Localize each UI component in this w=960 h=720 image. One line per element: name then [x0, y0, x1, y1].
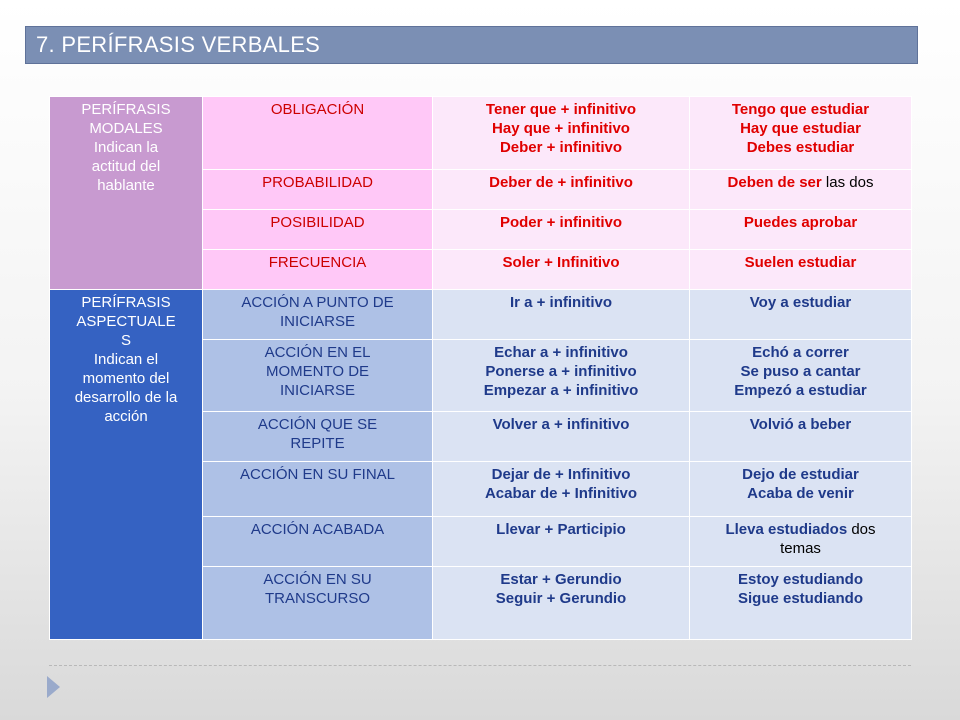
aspectual-category-cell: PERÍFRASIS ASPECTUALE S Indican el momento del desarrollo de la acción [50, 290, 203, 640]
example-cell: Puedes aprobar [690, 210, 912, 250]
periphrasis-cell: Ir a + infinitivo [433, 290, 690, 340]
type-cell: ACCIÓN ACABADA [203, 517, 433, 567]
periphrasis-cell: Tener que + infinitivo Hay que + infinitivo Deber + infinitivo [433, 97, 690, 170]
periphrasis-cell: Soler + Infinitivo [433, 250, 690, 290]
periphrasis-cell: Volver a + infinitivo [433, 412, 690, 462]
table-row [50, 97, 912, 170]
example-cell: Volvió a beber [690, 412, 912, 462]
slide-title: 7. PERÍFRASIS VERBALES [25, 26, 918, 64]
triangle-arrow-icon [47, 676, 60, 698]
type-cell: ACCIÓN EN EL MOMENTO DE INICIARSE [203, 340, 433, 412]
example-cell: Voy a estudiar [690, 290, 912, 340]
type-cell: ACCIÓN EN SU FINAL [203, 462, 433, 517]
type-cell: ACCIÓN A PUNTO DE INICIARSE [203, 290, 433, 340]
modal-category-cell: PERÍFRASIS MODALES Indican la actitud del hablante [50, 97, 203, 290]
type-cell: FRECUENCIA [203, 250, 433, 290]
example-cell: Lleva estudiados dos temas [690, 517, 912, 567]
table-row [50, 290, 912, 340]
type-cell: ACCIÓN EN SU TRANSCURSO [203, 567, 433, 640]
periphrasis-cell: Llevar + Participio [433, 517, 690, 567]
example-cell: Echó a correr Se puso a cantar Empezó a estudiar [690, 340, 912, 412]
type-cell: PROBABILIDAD [203, 170, 433, 210]
periphrasis-table [49, 96, 912, 640]
periphrasis-cell: Poder + infinitivo [433, 210, 690, 250]
example-cell: Deben de ser las dos [690, 170, 912, 210]
type-cell: OBLIGACIÓN [203, 97, 433, 170]
example-cell: Estoy estudiando Sigue estudiando [690, 567, 912, 640]
example-cell: Suelen estudiar [690, 250, 912, 290]
periphrasis-cell: Dejar de + Infinitivo Acabar de + Infinitivo [433, 462, 690, 517]
type-cell: POSIBILIDAD [203, 210, 433, 250]
periphrasis-cell: Echar a + infinitivo Ponerse a + infinitivo Empezar a + infinitivo [433, 340, 690, 412]
periphrasis-cell: Deber de + infinitivo [433, 170, 690, 210]
type-cell: ACCIÓN QUE SE REPITE [203, 412, 433, 462]
bottom-divider [49, 665, 911, 666]
example-cell: Tengo que estudiar Hay que estudiar Debes estudiar [690, 97, 912, 170]
periphrasis-cell: Estar + Gerundio Seguir + Gerundio [433, 567, 690, 640]
example-cell: Dejo de estudiar Acaba de venir [690, 462, 912, 517]
